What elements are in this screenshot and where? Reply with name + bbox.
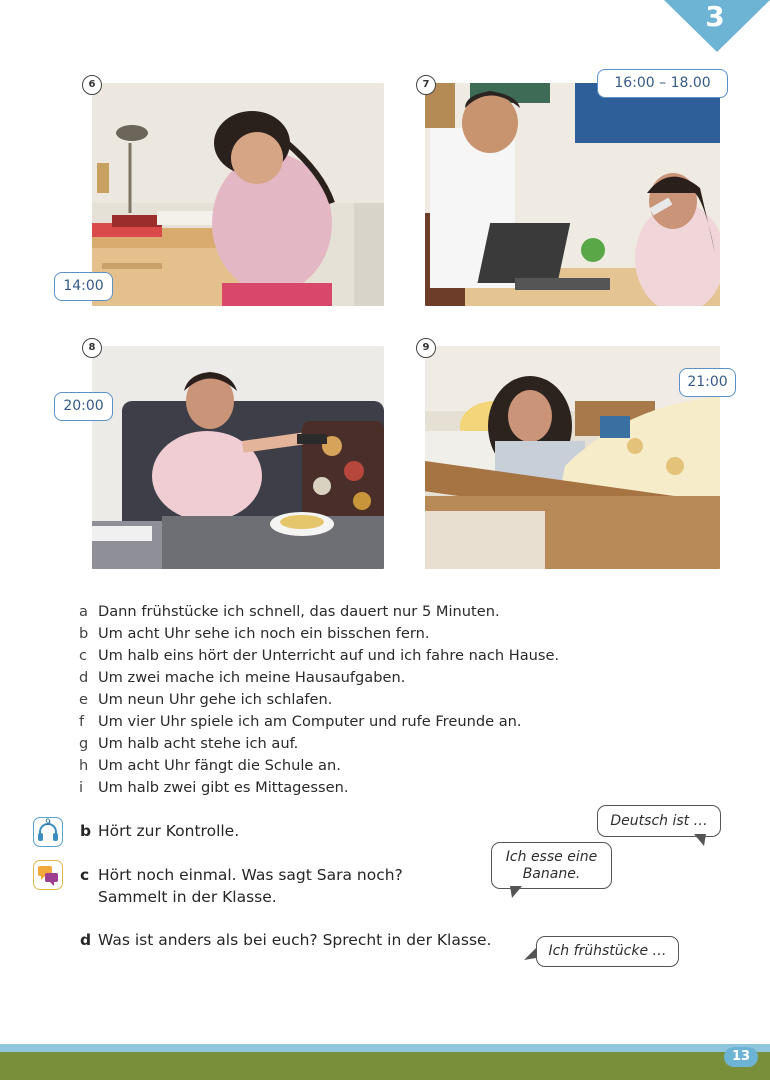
- photo-number-7: 7: [416, 75, 436, 95]
- item-letter: d: [79, 669, 89, 686]
- task-letter: c: [80, 866, 90, 884]
- task-text: Was ist anders als bei euch? Sprecht in der Klasse.: [98, 931, 492, 949]
- bubble-banane: [491, 842, 612, 889]
- speech-bubbles-icon: [33, 860, 63, 890]
- list-item: [79, 755, 599, 777]
- photo-bed: [425, 346, 720, 569]
- photo-number-6: 6: [82, 75, 102, 95]
- item-letter: f: [79, 713, 85, 730]
- item-text: Um halb acht stehe ich auf.: [98, 735, 299, 752]
- task-letter: d: [80, 931, 92, 949]
- list-item: [79, 689, 599, 711]
- list-item: [79, 601, 599, 623]
- list-item: [79, 645, 599, 667]
- task-b: [80, 820, 239, 842]
- bubble-deutsch-ist: Deutsch ist …: [597, 805, 721, 837]
- task-letter: b: [80, 822, 92, 840]
- item-text: Um acht Uhr sehe ich noch ein bisschen fern.: [98, 625, 430, 642]
- bubble-banane-line1: Ich esse eine: [505, 849, 598, 865]
- bubble-fruehstuecke: Ich frühstücke …: [536, 936, 679, 967]
- photo-tv: [92, 346, 384, 569]
- footer-bar: [0, 1052, 770, 1080]
- item-text: Um halb zwei gibt es Mittagessen.: [98, 779, 349, 796]
- time-label-14: 14:00: [54, 272, 113, 301]
- time-label-20: 20:00: [54, 392, 113, 421]
- time-label-21: 21:00: [679, 368, 736, 397]
- item-letter: e: [79, 691, 88, 708]
- bubble-tail: [522, 948, 538, 962]
- task-text-line1: Hört noch einmal. Was sagt Sara noch?: [98, 866, 403, 884]
- list-item: [79, 667, 599, 689]
- list-item: [79, 733, 599, 755]
- photo-number-9: 9: [416, 338, 436, 358]
- audio-track-number: 9: [45, 818, 51, 828]
- item-text: Um neun Uhr gehe ich schlafen.: [98, 691, 333, 708]
- item-letter: g: [79, 735, 89, 752]
- footer-stripe: [0, 1044, 770, 1052]
- item-letter: b: [79, 625, 89, 642]
- page-number: 13: [724, 1047, 758, 1067]
- item-letter: a: [79, 603, 88, 620]
- task-c: [80, 864, 403, 908]
- list-item: [79, 711, 599, 733]
- sentence-list: [79, 601, 599, 799]
- bubble-tail: [508, 886, 524, 900]
- photo-homework: [92, 83, 384, 306]
- photo-computer-phone: [425, 83, 720, 306]
- item-text: Dann frühstücke ich schnell, das dauert nur 5 Minuten.: [98, 603, 500, 620]
- task-text-line2: Sammelt in der Klasse.: [98, 888, 277, 906]
- task-d: [80, 929, 491, 951]
- photo-number-8: 8: [82, 338, 102, 358]
- item-letter: c: [79, 647, 88, 664]
- time-label-16-18: 16:00 – 18.00: [597, 69, 728, 98]
- task-text: Hört zur Kontrolle.: [98, 822, 240, 840]
- item-text: Um zwei mache ich meine Hausaufgaben.: [98, 669, 406, 686]
- item-letter: i: [79, 779, 84, 796]
- bubble-tail: [692, 834, 708, 848]
- list-item: [79, 623, 599, 645]
- chapter-number: 3: [705, 0, 725, 33]
- list-item: [79, 777, 599, 799]
- item-letter: h: [79, 757, 89, 774]
- bubble-banane-line2: Banane.: [522, 866, 581, 882]
- item-text: Um acht Uhr fängt die Schule an.: [98, 757, 341, 774]
- item-text: Um vier Uhr spiele ich am Computer und rufe Freunde an.: [98, 713, 522, 730]
- item-text: Um halb eins hört der Unterricht auf und ich fahre nach Hause.: [98, 647, 560, 664]
